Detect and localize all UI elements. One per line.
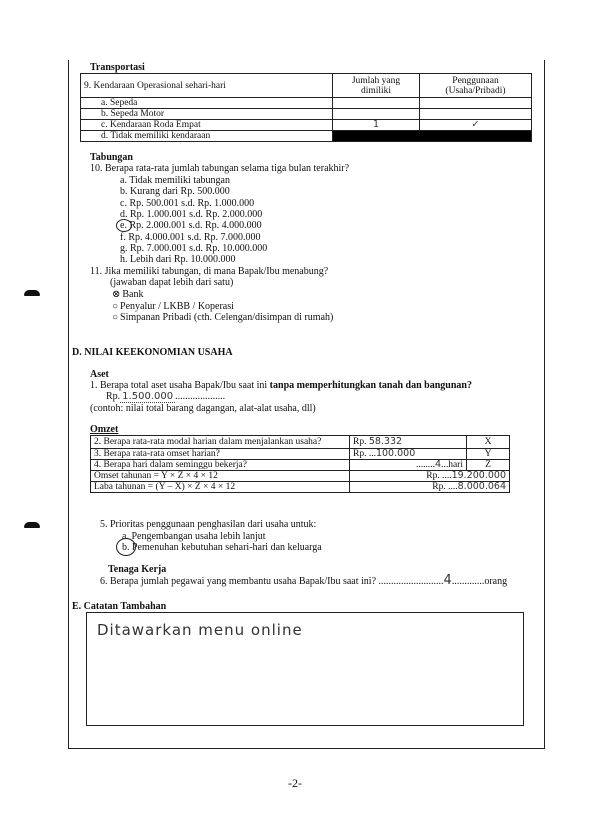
savings-option[interactable]: b. Kurang dari Rp. 500.000 — [120, 186, 230, 198]
section-e-title: E. Catatan Tambahan — [72, 601, 167, 612]
omzet-prefix: Rp. — [353, 437, 367, 447]
omzet-heading: Omzet — [90, 424, 119, 435]
omzet-question: Laba tahunan = (Y – X) × Z × 4 × 12 — [91, 482, 350, 493]
savings-option[interactable]: e. Rp. 2.000.001 s.d. Rp. 4.000.000 — [120, 220, 262, 232]
bank-option[interactable] — [112, 312, 333, 323]
bank-option-label: Penyalur / LKBB / Koperasi — [120, 300, 234, 312]
page-number: -2- — [288, 776, 302, 790]
notes-text: Ditawarkan menu online — [97, 621, 303, 639]
savings-option[interactable]: g. Rp. 7.000.001 s.d. Rp. 10.000.000 — [120, 242, 268, 254]
asset-question — [90, 380, 472, 391]
priority-option[interactable]: a. Pengembangan usaha lebih lanjut — [122, 531, 266, 542]
omzet-answer[interactable]: 19.200.000 — [451, 470, 506, 481]
omzet-answer[interactable]: 4 — [435, 459, 442, 470]
omzet-question: 4. Berapa hari dalam seminggu bekerja? — [91, 460, 350, 471]
notes-box[interactable] — [86, 612, 524, 726]
transport-row-label: c. Kendaraan Roda Empat — [81, 120, 333, 131]
owned-cell[interactable] — [333, 109, 420, 120]
bank-option-label: Bank — [122, 289, 144, 300]
omzet-table: 2. Berapa rata-rata modal harian dalam menjalankan usaha? Rp. 58.332 X 3. Berapa rata-rata omset harian? Rp. ...100.000 Y 4. Berapa hari dalam seminggu bekerja? ........4...hari Z Omset tahunan = Y × Z × 4 × 12 Rp. ....19.200.000 Laba tahunan = (Y – X) × Z × 4 × 12 Rp. ....8.000.064 — [90, 435, 510, 493]
owned-cell[interactable] — [333, 98, 420, 109]
omzet-prefix: Rp. ... — [353, 449, 376, 459]
transport-row-label: d. Tidak memiliki kendaraan — [81, 131, 333, 142]
bank-option[interactable] — [112, 301, 234, 312]
radio-icon[interactable]: ○ — [112, 312, 119, 323]
workforce-answer[interactable]: 4 — [443, 573, 452, 588]
savings-question-11-note: (jawaban dapat lebih dari satu) — [110, 277, 234, 288]
asset-example: (contoh: nilai total barang dagangan, alat-alat usaha, dll) — [90, 403, 316, 414]
asset-question-text: 1. Berapa total aset usaha Bapak/Ibu saat ini — [90, 380, 270, 391]
asset-answer-prefix: Rp. — [106, 391, 121, 402]
priority-question: 5. Prioritas penggunaan penghasilan dari usaha untuk: — [100, 519, 317, 530]
blacked-out-cell — [333, 131, 532, 142]
omzet-variable: X — [467, 436, 510, 449]
bank-option[interactable] — [112, 289, 144, 300]
omzet-suffix: hari — [448, 460, 463, 470]
transport-row-label: b. Sepeda Motor — [81, 109, 333, 120]
omzet-answer[interactable]: 8.000.064 — [457, 481, 506, 492]
usage-cell[interactable] — [420, 98, 532, 109]
owned-cell[interactable]: 1 — [333, 120, 420, 131]
savings-question-10: 10. Berapa rata-rata jumlah tabungan selama tiga bulan terakhir? — [90, 163, 350, 174]
usage-column-header: Penggunaan (Usaha/Pribadi) — [420, 74, 532, 98]
savings-option[interactable]: d. Rp. 1.000.001 s.d. Rp. 2.000.000 — [120, 208, 263, 220]
savings-option[interactable]: c. Rp. 500.001 s.d. Rp. 1.000.000 — [120, 197, 255, 209]
asset-answer-field[interactable]: 1.500.000 — [122, 391, 174, 402]
asset-question-bold: tanpa memperhitungkan tanah dan bangunan? — [269, 380, 472, 391]
transport-question: 9. Kendaraan Operasional sehari-hari — [81, 74, 333, 98]
transport-row-label: a. Sepeda — [81, 98, 333, 109]
asset-answer-line: Rp. 1.500.000 .................... — [106, 391, 226, 402]
asset-heading: Aset — [90, 369, 109, 380]
radio-icon[interactable]: ○ — [112, 300, 119, 312]
omzet-variable: Y — [467, 449, 510, 460]
workforce-question — [100, 575, 507, 587]
owned-column-header: Jumlah yang dimiliki — [333, 74, 420, 98]
workforce-heading: Tenaga Kerja — [108, 564, 167, 575]
omzet-prefix: Rp. — [432, 482, 446, 492]
savings-option[interactable]: f. Rp. 4.000.001 s.d. Rp. 7.000.000 — [120, 231, 261, 243]
savings-option[interactable]: a. Tidak memiliki tabungan — [120, 175, 230, 186]
omzet-answer[interactable]: 100.000 — [375, 448, 416, 459]
omzet-question: 2. Berapa rata-rata modal harian dalam menjalankan usaha? — [91, 436, 350, 449]
omzet-answer[interactable]: 58.332 — [368, 436, 403, 447]
workforce-question-text: 6. Berapa jumlah pegawai yang membantu usaha Bapak/Ibu saat ini? .......................... — [100, 576, 444, 587]
section-d-title: D. NILAI KEEKONOMIAN USAHA — [72, 347, 233, 358]
usage-cell[interactable] — [420, 109, 532, 120]
bank-option-label: Simpanan Pribadi (cth. Celengan/disimpan di rumah) — [120, 312, 334, 323]
omzet-question: Omset tahunan = Y × Z × 4 × 12 — [91, 471, 350, 482]
savings-heading: Tabungan — [90, 152, 133, 163]
punch-hole-mark — [24, 522, 40, 528]
usage-cell[interactable]: ✓ — [420, 120, 532, 131]
omzet-question: 3. Berapa rata-rata omset harian? — [91, 449, 350, 460]
punch-hole-mark — [24, 290, 40, 296]
checked-radio-icon[interactable]: ⊗ — [112, 289, 121, 300]
omzet-variable: Z — [467, 460, 510, 471]
priority-option[interactable]: b. Pemenuhan kebutuhan sehari-hari dan keluarga — [122, 542, 322, 553]
transport-heading: Transportasi — [90, 62, 145, 73]
savings-option[interactable]: h. Lebih dari Rp. 10.000.000 — [120, 254, 236, 266]
transport-table — [80, 73, 532, 142]
workforce-suffix: .............orang — [451, 576, 508, 587]
omzet-prefix: Rp. — [426, 471, 440, 481]
selected-answer-circle — [116, 538, 136, 556]
savings-question-11: 11. Jika memiliki tabungan, di mana Bapak/Ibu menabung? — [90, 266, 329, 277]
